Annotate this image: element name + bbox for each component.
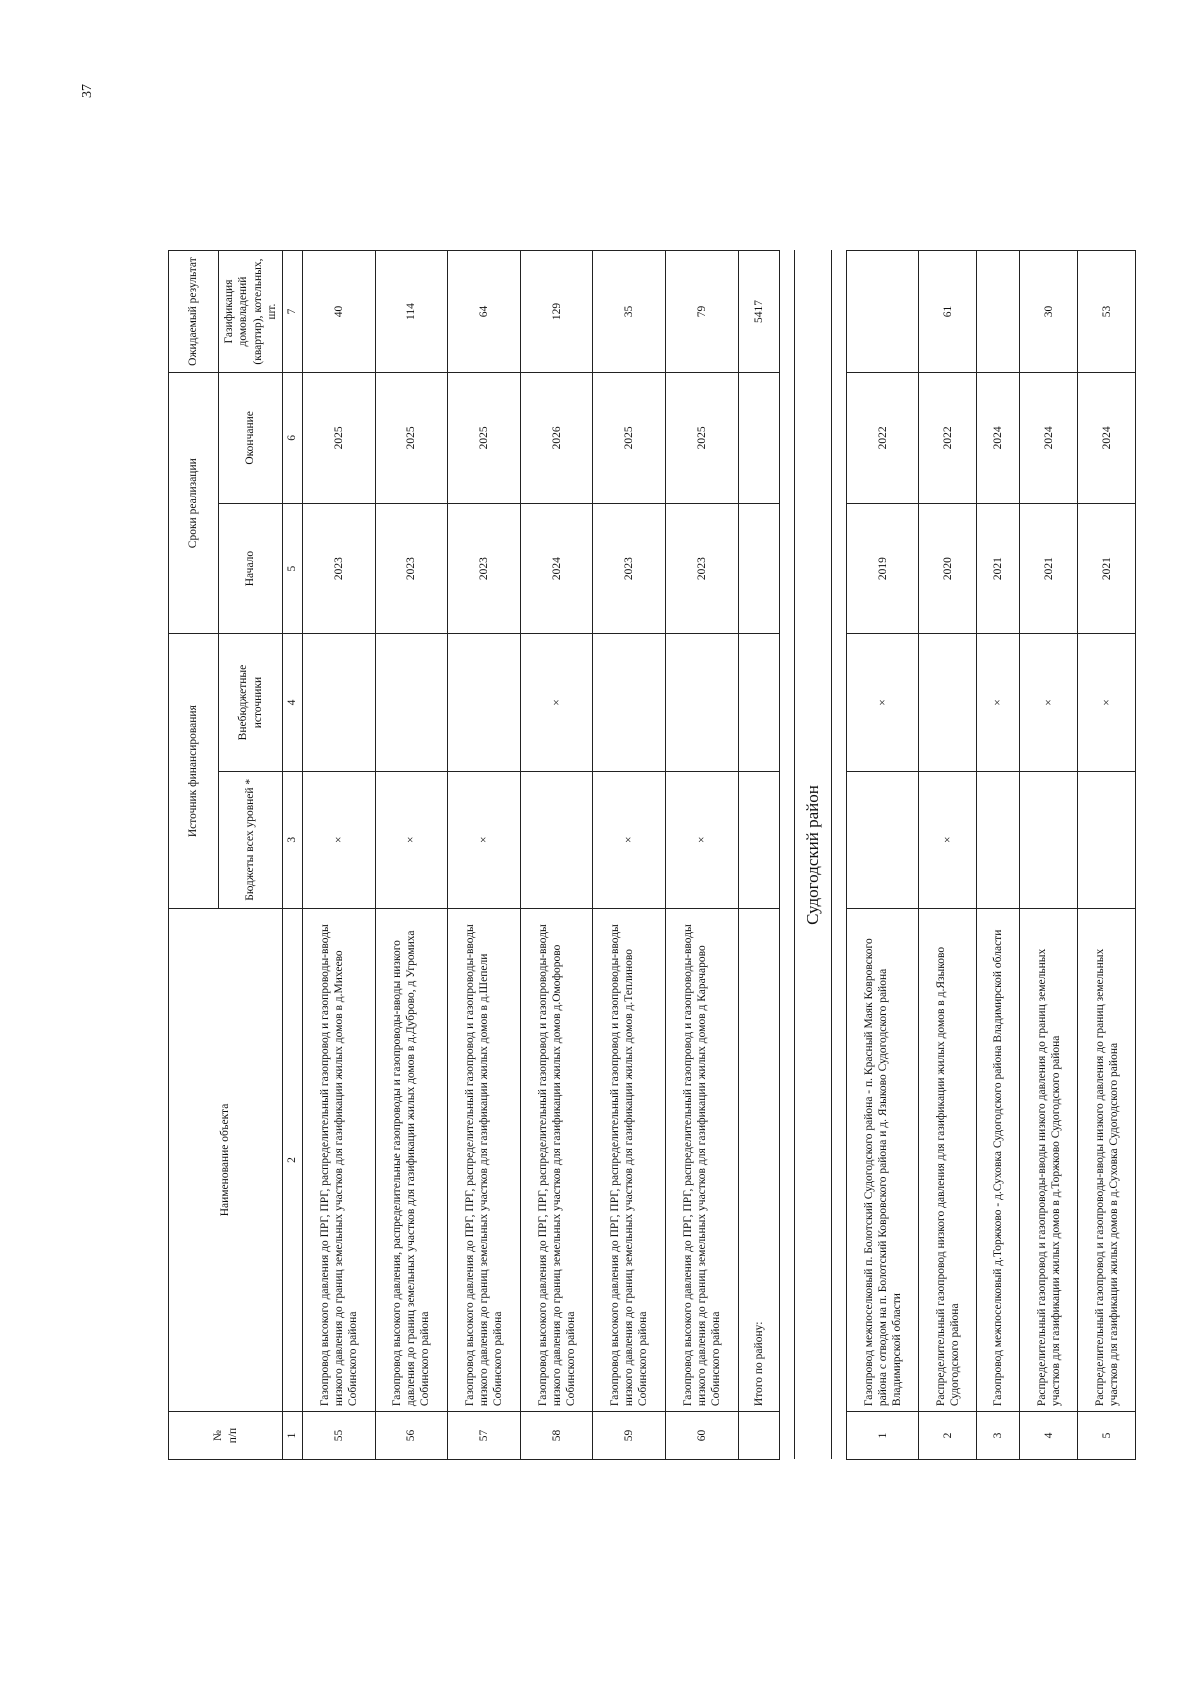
row-budget: × — [448, 771, 521, 908]
row-budget: × — [593, 771, 666, 908]
total-num — [738, 1412, 780, 1460]
row-result: 35 — [593, 251, 666, 373]
table-row — [1020, 251, 1078, 1460]
total-empty — [738, 373, 780, 504]
row-start: 2021 — [1020, 503, 1078, 634]
row-end: 2022 — [919, 373, 977, 504]
row-end: 2026 — [520, 373, 593, 504]
row-name: Газопровод высокого давления, распределительные газопроводы и газопроводы-вводы низкого давления до границ земельных участков для газификации жилых домов в д.Дуброво, д Угромиха Собинского района — [375, 908, 448, 1411]
row-budget — [846, 771, 919, 908]
total-label: Итого по району: — [738, 908, 780, 1411]
row-result: 53 — [1078, 251, 1136, 373]
row-start: 2021 — [977, 503, 1020, 634]
table-row — [977, 251, 1020, 1460]
row-end: 2025 — [303, 373, 376, 504]
row-result: 114 — [375, 251, 448, 373]
total-empty — [738, 771, 780, 908]
row-result: 61 — [919, 251, 977, 373]
row-extra — [593, 634, 666, 771]
gap-cell — [780, 251, 795, 1460]
row-extra: × — [520, 634, 593, 771]
column-index: 5 — [283, 503, 303, 634]
row-name: Газопровод межпоселковый д.Торжково - д.Суховка Судогодского района Владимирской области — [977, 908, 1020, 1411]
row-result: 79 — [665, 251, 738, 373]
row-name: Распределительный газопровод низкого давления для газификации жилых домов в д.Языково Судогодского района — [919, 908, 977, 1411]
row-end: 2022 — [846, 373, 919, 504]
row-budget — [1078, 771, 1136, 908]
section-gap — [780, 251, 795, 1460]
row-name: Газопровод высокого давления до ПРГ, ПРГ, распределительный газопровод и газопроводы-вводы низкого давления до границ земельных участков для газификации жилых домов д Карачарово Собинского района — [665, 908, 738, 1411]
header-result-sub: Газификация домовладений (квартир), котельных, шт. — [219, 251, 283, 373]
row-extra: × — [846, 634, 919, 771]
rotated-page — [168, 250, 1136, 1460]
row-result — [846, 251, 919, 373]
row-extra — [448, 634, 521, 771]
row-name: Распределительный газопровод и газопроводы-вводы низкого давления до границ земельных участков для газификации жилых домов в д.Суховка Судогодского района — [1078, 908, 1136, 1411]
row-num: 59 — [593, 1412, 666, 1460]
row-end: 2025 — [448, 373, 521, 504]
total-row — [738, 251, 780, 1460]
row-num: 56 — [375, 1412, 448, 1460]
row-num: 2 — [919, 1412, 977, 1460]
table-row — [303, 251, 376, 1460]
row-name: Газопровод межпоселковый п. Болотский Судогодского района - п. Красный Маяк Ковровского района с отводом на п. Болотский Ковровского района и д. Языково Судогодского района Владимирской области — [846, 908, 919, 1411]
table-row — [665, 251, 738, 1460]
district-heading: Судогодский район — [795, 251, 832, 1460]
table-row — [448, 251, 521, 1460]
row-result: 129 — [520, 251, 593, 373]
column-index-row — [283, 251, 303, 1460]
row-start: 2023 — [375, 503, 448, 634]
row-extra: × — [1020, 634, 1078, 771]
row-result: 64 — [448, 251, 521, 373]
header-start: Начало — [219, 503, 283, 634]
row-name: Газопровод высокого давления до ПРГ, ПРГ, распределительный газопровод и газопроводы-вводы низкого давления до границ земельных участков для газификации жилых домов в д.Шепели Собинского района — [448, 908, 521, 1411]
row-budget — [977, 771, 1020, 908]
row-start: 2023 — [593, 503, 666, 634]
row-start: 2021 — [1078, 503, 1136, 634]
row-start: 2024 — [520, 503, 593, 634]
page-number: 37 — [80, 84, 95, 98]
header-extrabudget: Внебюджетные источники — [219, 634, 283, 771]
row-num: 55 — [303, 1412, 376, 1460]
row-end: 2024 — [1078, 373, 1136, 504]
row-name: Газопровод высокого давления до ПРГ, ПРГ, распределительный газопровод и газопроводы-вводы низкого давления до границ земельных участков для газификации жилых домов д.Теплиново Собинского района — [593, 908, 666, 1411]
total-result: 5417 — [738, 251, 780, 373]
row-budget: × — [919, 771, 977, 908]
table-row — [1078, 251, 1136, 1460]
table-row — [846, 251, 919, 1460]
column-index: 4 — [283, 634, 303, 771]
table-row — [520, 251, 593, 1460]
header-finance: Источник финансирования — [169, 634, 219, 908]
row-name: Газопровод высокого давления до ПРГ, ПРГ, распределительный газопровод и газопроводы-вводы низкого давления до границ земельных участков для газификации жилых домов д.Омофорово Собинского района — [520, 908, 593, 1411]
column-index: 6 — [283, 373, 303, 504]
row-result: 40 — [303, 251, 376, 373]
row-num: 4 — [1020, 1412, 1078, 1460]
row-end: 2024 — [1020, 373, 1078, 504]
row-extra: × — [977, 634, 1020, 771]
row-num: 1 — [846, 1412, 919, 1460]
row-budget — [520, 771, 593, 908]
table-row — [593, 251, 666, 1460]
row-end: 2025 — [593, 373, 666, 504]
gap-cell — [832, 251, 847, 1460]
header-num: № п/п — [169, 1412, 283, 1460]
header-terms: Сроки реализации — [169, 373, 219, 634]
column-index: 2 — [283, 908, 303, 1411]
row-start: 2020 — [919, 503, 977, 634]
row-num: 57 — [448, 1412, 521, 1460]
header-result: Ожидаемый результат — [169, 251, 219, 373]
row-extra — [665, 634, 738, 771]
header-budgets: Бюджеты всех уровней * — [219, 771, 283, 908]
row-start: 2023 — [303, 503, 376, 634]
section-gap — [832, 251, 847, 1460]
header-end: Окончание — [219, 373, 283, 504]
row-extra — [375, 634, 448, 771]
row-end: 2025 — [375, 373, 448, 504]
row-start: 2023 — [665, 503, 738, 634]
row-name: Распределительный газопровод и газопроводы-вводы низкого давления до границ земельных участков для газификации жилых домов в д.Торжково Судогодского района — [1020, 908, 1078, 1411]
row-start: 2019 — [846, 503, 919, 634]
row-num: 5 — [1078, 1412, 1136, 1460]
column-index: 7 — [283, 251, 303, 373]
row-end: 2024 — [977, 373, 1020, 504]
row-budget: × — [303, 771, 376, 908]
total-empty — [738, 503, 780, 634]
row-end: 2025 — [665, 373, 738, 504]
row-budget: × — [665, 771, 738, 908]
row-start: 2023 — [448, 503, 521, 634]
column-index: 1 — [283, 1412, 303, 1460]
row-extra: × — [1078, 634, 1136, 771]
gasification-table — [168, 250, 1136, 1460]
row-name: Газопровод высокого давления до ПРГ, ПРГ, распределительный газопровод и газопроводы-вводы низкого давления до границ земельных участков для газификации жилых домов в д.Михеево Собинского района — [303, 908, 376, 1411]
district-heading-row — [795, 251, 832, 1460]
row-num: 3 — [977, 1412, 1020, 1460]
table-row — [919, 251, 977, 1460]
column-index: 3 — [283, 771, 303, 908]
total-empty — [738, 634, 780, 771]
row-extra — [303, 634, 376, 771]
row-num: 60 — [665, 1412, 738, 1460]
header-row-1 — [169, 251, 219, 1460]
row-extra — [919, 634, 977, 771]
row-budget: × — [375, 771, 448, 908]
row-result — [977, 251, 1020, 373]
row-num: 58 — [520, 1412, 593, 1460]
row-result: 30 — [1020, 251, 1078, 373]
header-name: Наименование объекта — [169, 908, 283, 1411]
row-budget — [1020, 771, 1078, 908]
table-row — [375, 251, 448, 1460]
